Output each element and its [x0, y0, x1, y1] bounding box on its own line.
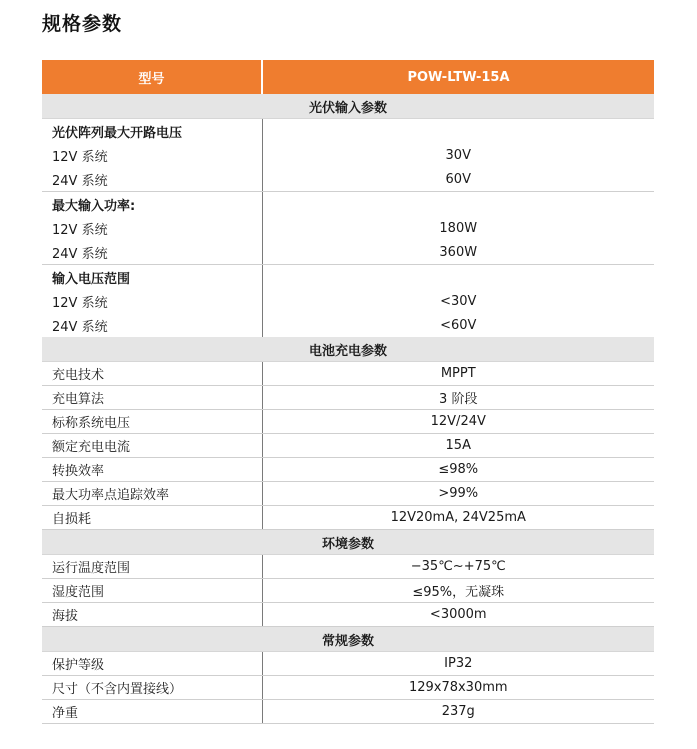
section-pv-input — [42, 94, 654, 119]
group-label: 输入电压范围 — [42, 265, 262, 290]
group-label: 最大输入功率: — [42, 192, 262, 217]
row-label: 充电技术 — [42, 362, 262, 386]
section-title: 常规参数 — [42, 627, 654, 652]
section-general — [42, 627, 654, 652]
group-row — [42, 119, 654, 144]
row-value: 12V20mA, 24V25mA — [262, 506, 654, 530]
table-row — [42, 362, 654, 386]
row-value: <30V — [440, 293, 477, 309]
row-label: 24V 系统 — [42, 313, 262, 337]
table-row — [42, 410, 654, 434]
section-battery-charging — [42, 337, 654, 362]
row-value: 30V — [445, 147, 471, 163]
row-label: 净重 — [42, 700, 262, 724]
row-label: 12V 系统 — [42, 143, 262, 167]
row-label: 尺寸（不含内置接线） — [42, 676, 262, 700]
row-label: 湿度范围 — [42, 579, 262, 603]
row-value: 3 阶段 — [262, 386, 654, 410]
row-value: −35℃~+75℃ — [262, 555, 654, 579]
group-row — [42, 265, 654, 290]
row-label: 额定充电电流 — [42, 434, 262, 458]
row-value: <60V — [440, 317, 477, 333]
row-label: 海拔 — [42, 603, 262, 627]
row-value: 12V/24V — [262, 410, 654, 434]
section-title: 电池充电参数 — [42, 337, 654, 362]
table-header-row — [42, 60, 654, 94]
section-environment — [42, 530, 654, 555]
table-row — [42, 434, 654, 458]
table-row — [42, 603, 654, 627]
row-label: 充电算法 — [42, 386, 262, 410]
header-model-value: POW-LTW-15A — [262, 60, 654, 94]
table-row — [42, 506, 654, 530]
table-row — [42, 216, 654, 240]
row-value: MPPT — [262, 362, 654, 386]
row-label: 转换效率 — [42, 458, 262, 482]
row-label: 12V 系统 — [42, 289, 262, 313]
table-row — [42, 555, 654, 579]
section-title: 环境参数 — [42, 530, 654, 555]
header-model-label: 型号 — [42, 60, 262, 94]
table-row — [42, 579, 654, 603]
table-row — [42, 167, 654, 192]
row-label: 24V 系统 — [42, 240, 262, 265]
table-row — [42, 482, 654, 506]
row-value: 237g — [262, 700, 654, 724]
row-value: <3000m — [262, 603, 654, 627]
row-label: 保护等级 — [42, 652, 262, 676]
table-row — [42, 458, 654, 482]
row-value: ≤98% — [262, 458, 654, 482]
table-row — [42, 143, 654, 167]
row-label: 运行温度范围 — [42, 555, 262, 579]
row-value: 180W — [439, 220, 478, 236]
row-value: 60V — [262, 167, 654, 192]
row-label: 自损耗 — [42, 506, 262, 530]
group-row — [42, 192, 654, 217]
row-value: 129x78x30mm — [262, 676, 654, 700]
table-row — [42, 386, 654, 410]
row-value: ≤95%，无凝珠 — [262, 579, 654, 603]
spec-table — [42, 60, 654, 724]
row-label: 12V 系统 — [42, 216, 262, 240]
row-value: 360W — [262, 240, 654, 265]
row-value: 15A — [262, 434, 654, 458]
row-label: 最大功率点追踪效率 — [42, 482, 262, 506]
group-label: 光伏阵列最大开路电压 — [42, 119, 262, 144]
table-row — [42, 313, 654, 337]
table-row — [42, 700, 654, 724]
page-title: 规格参数 — [42, 13, 123, 35]
table-row — [42, 676, 654, 700]
table-row — [42, 289, 654, 313]
table-row — [42, 652, 654, 676]
section-title: 光伏输入参数 — [42, 94, 654, 119]
row-value: >99% — [262, 482, 654, 506]
table-row — [42, 240, 654, 265]
row-label: 标称系统电压 — [42, 410, 262, 434]
row-value: IP32 — [262, 652, 654, 676]
row-label: 24V 系统 — [42, 167, 262, 192]
